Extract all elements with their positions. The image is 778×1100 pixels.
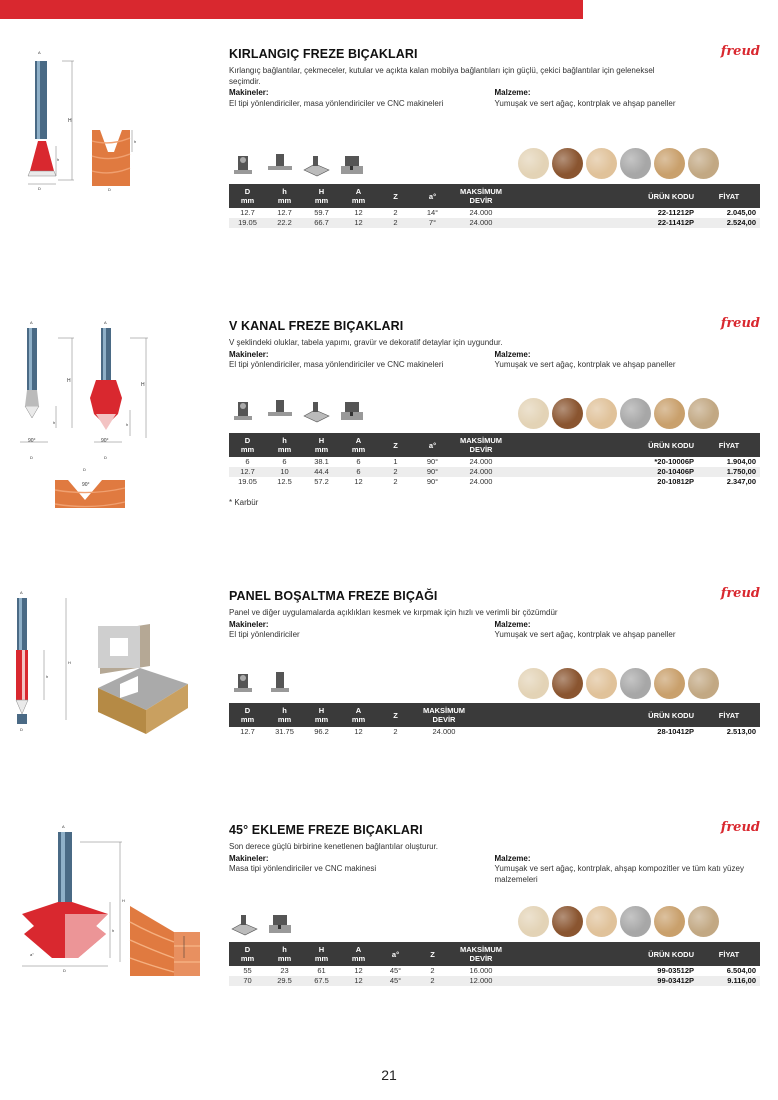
material-info [495,350,761,371]
table-cell: 12 [354,218,363,227]
row-spacer [511,467,618,477]
column-header: a° [428,440,437,450]
section-panel-pilot-content [229,586,760,736]
header-spacer [474,703,618,727]
machines-text: Masa tipi yönlendiriciler ve CNC makinesi [229,864,377,873]
material-swatches [518,148,719,179]
table-cell: 24.000 [469,208,493,217]
handheld-router-icon [229,152,259,178]
table-cell: 19.05 [238,477,257,486]
svg-text:D: D [108,187,111,192]
product-table [229,433,760,487]
product-code: 22-11412P [657,218,694,227]
header-spacer [511,184,618,208]
svg-text:D: D [38,186,41,191]
table-cell: 22.2 [277,218,292,227]
table-header-row [229,184,760,208]
page-number: 21 [381,1067,397,1083]
table-header-row [229,703,760,727]
header-spacer [511,942,618,966]
row-spacer [511,976,618,986]
svg-text:A: A [30,320,33,325]
mdf-swatch [654,906,685,937]
svg-text:h: h [57,157,60,162]
table-cell: 23 [280,966,289,975]
table-cell: 55 [243,966,252,975]
plywood-swatch [552,398,583,429]
hardwood-swatch [586,398,617,429]
column-header: FİYAT [718,949,740,959]
mdf-swatch [654,668,685,699]
laminate-gray-swatch [620,398,651,429]
cnc-router-icon [301,152,331,178]
laminate-gray-swatch [620,148,651,179]
machine-icons [229,398,367,424]
machines-text: El tipi yönlendiriciler, masa yönlendiriciler ve CNC makineleri [229,98,444,108]
table-header-row [229,433,760,457]
table-cell: 12 [354,727,363,736]
svg-text:H: H [122,898,125,903]
column-header: A mm [351,436,366,454]
table-row [229,208,760,218]
material-text: Yumuşak ve sert ağaç, kontrplak, ahşap kompozitler ve tüm katı yüzey malzemeleri [494,864,744,884]
material-label: Malzeme: [494,619,531,629]
table-cell: 45° [389,976,402,985]
product-code: 99-03512P [657,966,694,975]
laminate-gray-swatch [620,668,651,699]
column-header: MAKSİMUM DEVİR [459,945,503,963]
machines-text: El tipi yönlendiriciler, masa yönlendiriciler ve CNC makineleri [229,360,444,369]
table-cell: 38.1 [314,457,329,466]
section-lock-miter-content [229,820,760,985]
row-spacer [511,966,618,976]
machines-label: Makineler: [229,619,269,629]
cnc-machine-icon [337,398,367,424]
table-cell: 16.000 [469,966,493,975]
section-title: 45° EKLEME FREZE BIÇAKLARI [229,823,423,837]
product-table [229,942,760,986]
column-header: ÜRÜN KODU [648,949,694,959]
table-router-icon [265,398,295,424]
row-spacer [511,218,618,228]
column-header: D mm [240,187,255,205]
material-swatches [518,668,719,699]
table-cell: 12 [354,976,363,985]
machines-label: Makineler: [229,853,269,863]
table-row [229,467,760,477]
machine-icons [229,152,367,178]
machines-info [229,88,495,109]
column-header: Z [393,710,398,720]
svg-text:D: D [20,727,23,732]
table-cell: 29.5 [277,976,292,985]
product-code: 99-03412P [657,976,694,985]
column-header: MAKSİMUM DEVİR [459,187,503,205]
material-label: Malzeme: [494,88,531,97]
table-cell: 14° [426,208,439,217]
table-cell: 12.7 [240,467,255,476]
row-spacer [511,477,618,487]
freud-logo: freud [720,820,760,835]
column-header: A mm [351,706,366,724]
angle-label-left: 90° [28,438,36,444]
table-row [229,477,760,487]
hardwood-swatch [586,148,617,179]
panel-bit-illustration [10,588,215,818]
mdf-swatch [654,148,685,179]
table-cell: 6 [282,457,287,466]
svg-text:h: h [112,928,115,933]
column-header: FİYAT [718,440,740,450]
material-text: Yumuşak ve sert ağaç, kontrplak ve ahşap paneller [494,360,676,369]
column-header: A mm [351,187,366,205]
machines-label: Makineler: [229,88,269,97]
column-header: Z [393,440,398,450]
price: 1.750,00 [726,467,756,476]
table-row [229,976,760,986]
table-cell: 19.05 [238,218,257,227]
product-code: 20-10406P [657,467,694,476]
cnc-machine-icon [337,152,367,178]
particle-board-swatch [688,148,719,179]
light-wood-swatch [518,668,549,699]
table-cell: 2 [430,976,435,985]
price: 2.524,00 [726,218,756,227]
machines-info [229,620,495,641]
table-cell: 24.000 [469,457,493,466]
column-header: ÜRÜN KODU [648,710,694,720]
machines-info [229,854,495,886]
table-cell: 12.7 [240,208,255,217]
column-header: a° [428,191,437,201]
column-header: FİYAT [718,710,740,720]
row-spacer [474,727,618,737]
table-cell: 2 [393,727,398,736]
freud-logo: freud [720,316,760,331]
hand-router-icon [265,670,295,696]
material-label: Malzeme: [494,349,531,359]
table-cell: 12 [354,966,363,975]
svg-text:A: A [20,590,23,595]
material-text: Yumuşak ve sert ağaç, kontrplak ve ahşap paneller [494,630,676,639]
plywood-swatch [552,906,583,937]
table-cell: 6 [356,467,361,476]
section-title: KIRLANGIÇ FREZE BIÇAKLARI [229,47,418,61]
table-cell: 90° [426,477,439,486]
column-header: H mm [314,187,329,205]
table-cell: 1 [393,457,398,466]
table-cell: 6 [356,457,361,466]
cnc-machine-icon [265,911,295,937]
table-cell: 12.7 [240,727,255,736]
material-swatches [518,906,719,937]
light-wood-swatch [518,148,549,179]
section-description: Panel ve diğer uygulamalarda açıklıkları kesmek ve kırpmak için hızlı ve verimli bir çözümdür [229,608,558,617]
svg-text:H: H [141,382,145,388]
top-color-bar [0,0,583,19]
table-row [229,457,760,467]
table-cell: 7° [428,218,437,227]
section-description: Kırlangıç bağlantılar, çekmeceler, kutular ve açıkta kalan mobilya bağlantıları için güçlü, çekici bağlantılar için geleneksel seçimdir. [229,66,655,86]
price: 6.504,00 [726,966,756,975]
material-text: Yumuşak ve sert ağaç, kontrplak ve ahşap paneller [494,98,676,108]
table-body [229,208,760,228]
svg-text:H: H [67,378,71,384]
plywood-swatch [552,668,583,699]
product-code: 28-10412P [657,727,694,736]
column-header: MAKSİMUM DEVİR [422,706,466,724]
machines-text: El tipi yönlendiriciler [229,630,300,639]
price: 1.904,00 [726,457,756,466]
column-header: h mm [277,706,292,724]
table-cell: 10 [280,467,289,476]
freud-logo: freud [720,44,760,59]
angle-label-right: 90° [101,438,109,444]
svg-text:h: h [134,139,137,144]
row-spacer [511,208,618,218]
machine-icons [229,670,295,696]
column-header: ÜRÜN KODU [648,440,694,450]
column-header: Z [430,949,435,959]
svg-text:h: h [46,674,49,679]
table-cell: 6 [245,457,250,466]
column-header: FİYAT [718,191,740,201]
material-info [495,854,761,886]
price: 2.513,00 [726,727,756,736]
row-spacer [511,457,618,467]
cnc-router-icon [301,398,331,424]
handheld-router-icon [229,670,259,696]
laminate-gray-swatch [620,906,651,937]
material-info [495,620,761,641]
svg-text:H: H [68,118,72,124]
column-header: ÜRÜN KODU [648,191,694,201]
column-header: h mm [277,945,292,963]
column-header: MAKSİMUM DEVİR [459,436,503,454]
header-spacer [511,433,618,457]
table-cell: 45° [389,966,402,975]
section-title: V KANAL FREZE BIÇAKLARI [229,319,404,333]
material-info [495,88,761,109]
table-cell: 57.2 [314,477,329,486]
table-cell: 2 [393,467,398,476]
table-cell: 12 [354,208,363,217]
table-row [229,727,760,737]
angle-label-bottom: 90° [82,482,90,488]
price: 9.116,00 [727,976,756,985]
svg-text:h: h [53,420,56,425]
handheld-router-icon [229,398,259,424]
column-header: H mm [314,436,329,454]
section-title: PANEL BOŞALTMA FREZE BIÇAĞI [229,589,438,603]
material-swatches [518,398,719,429]
table-body [229,727,760,737]
dovetail-bit-illustration [10,46,215,276]
table-row [229,966,760,976]
table-cell: 12.7 [277,208,292,217]
light-wood-swatch [518,906,549,937]
cnc-router-icon [229,911,259,937]
column-header: h mm [277,187,292,205]
particle-board-swatch [688,668,719,699]
machines-info [229,350,495,371]
table-row [229,218,760,228]
hardwood-swatch [586,906,617,937]
plywood-swatch [552,148,583,179]
svg-text:D: D [63,968,66,973]
product-code: *20-10006P [654,457,694,466]
svg-text:D: D [83,467,86,472]
table-cell: 90° [426,467,439,476]
column-header: a° [391,949,400,959]
table-cell: 66.7 [314,218,329,227]
table-cell: 90° [426,457,439,466]
machine-icons [229,911,295,937]
table-cell: 2 [430,966,435,975]
table-cell: 2 [393,208,398,217]
table-cell: 12.000 [469,976,493,985]
table-cell: 96.2 [314,727,329,736]
table-cell: 31.75 [275,727,294,736]
section-dovetail-content [229,44,760,227]
price: 2.045,00 [726,208,756,217]
column-header: H mm [314,706,329,724]
table-cell: 70 [243,976,252,985]
table-body [229,966,760,986]
mdf-swatch [654,398,685,429]
table-cell: 12.5 [277,477,292,486]
column-header: D mm [240,436,255,454]
section-description: V şeklindeki oluklar, tabela yapımı, gravür ve dekoratif detaylar için uygundur. [229,338,503,347]
table-cell: 2 [393,218,398,227]
product-table [229,184,760,228]
table-cell: 24.000 [469,477,493,486]
table-cell: 61 [317,966,326,975]
column-header: D mm [240,945,255,963]
light-wood-swatch [518,398,549,429]
price: 2.347,00 [726,477,756,486]
lock-miter-bit-illustration [10,822,215,1052]
table-cell: 2 [393,477,398,486]
svg-text:A: A [104,320,107,325]
table-cell: 44.4 [314,467,329,476]
column-header: A mm [351,945,366,963]
particle-board-swatch [688,398,719,429]
svg-text:H: H [68,660,71,665]
column-header: Z [393,191,398,201]
carbide-note: * Karbür [229,498,259,507]
product-code: 20-10812P [657,477,694,486]
machines-label: Makineler: [229,349,269,359]
section-v-groove-content [229,316,760,507]
svg-text:D: D [104,455,107,460]
table-cell: 12 [354,477,363,486]
product-table [229,703,760,737]
table-cell: 67.5 [314,976,329,985]
table-cell: 24.000 [469,467,493,476]
v-groove-bit-illustration [10,318,215,548]
svg-text:a°: a° [30,952,34,957]
column-header: h mm [277,436,292,454]
material-label: Malzeme: [494,853,531,863]
table-cell: 59.7 [314,208,329,217]
column-header: H mm [314,945,329,963]
table-router-icon [265,152,295,178]
svg-text:A: A [38,50,41,55]
table-cell: 24.000 [469,218,493,227]
svg-text:D: D [30,455,33,460]
freud-logo: freud [720,586,760,601]
column-header: D mm [240,706,255,724]
table-header-row [229,942,760,966]
svg-text:h: h [126,422,129,427]
table-cell: 24.000 [432,727,456,736]
product-code: 22-11212P [657,208,694,217]
hardwood-swatch [586,668,617,699]
svg-text:A: A [62,824,65,829]
section-description: Son derece güçlü birbirine kenetlenen bağlantılar oluşturur. [229,842,439,851]
table-body [229,457,760,487]
particle-board-swatch [688,906,719,937]
